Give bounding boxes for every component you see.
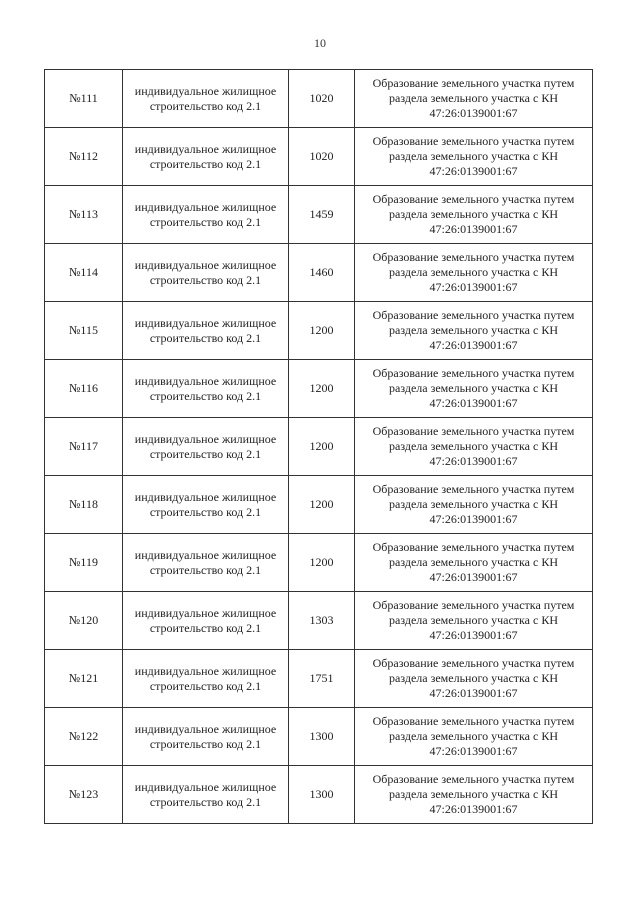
formation-method-text: 47:26:0139001:67 [429,454,518,468]
formation-method-text: Образование земельного участка путем [372,656,575,670]
table-row [45,70,593,128]
table-row [45,128,593,186]
plot-number-cell: №123 [45,766,123,824]
formation-method-text: раздела земельного участка с КН [389,265,558,279]
permitted-use-cell [123,592,289,650]
area-cell: 1751 [289,650,355,708]
area-cell: 1300 [289,708,355,766]
formation-method-text: 47:26:0139001:67 [429,802,518,816]
table-row [45,186,593,244]
table-row [45,766,593,824]
table-body [45,70,593,824]
permitted-use-text: индивидуальное жилищное [134,605,277,620]
formation-method-text: 47:26:0139001:67 [429,570,518,584]
permitted-use-text: строительство код 2.1 [149,794,262,809]
formation-method-text: Образование земельного участка путем [372,540,575,554]
permitted-use-cell [123,650,289,708]
formation-method-cell [355,128,593,186]
formation-method-text: раздела земельного участка с КН [389,381,558,395]
permitted-use-text: строительство код 2.1 [149,214,262,229]
plot-number-cell: №111 [45,70,123,128]
area-cell: 1020 [289,70,355,128]
permitted-use-cell [123,476,289,534]
plot-number-cell: №114 [45,244,123,302]
formation-method-cell [355,244,593,302]
plot-number-cell: №113 [45,186,123,244]
permitted-use-text: индивидуальное жилищное [134,199,277,214]
permitted-use-text: строительство код 2.1 [149,98,262,113]
permitted-use-text: индивидуальное жилищное [134,721,277,736]
formation-method-text: Образование земельного участка путем [372,424,575,438]
formation-method-text: раздела земельного участка с КН [389,497,558,511]
permitted-use-text: индивидуальное жилищное [134,779,277,794]
permitted-use-text: индивидуальное жилищное [134,315,277,330]
area-cell: 1303 [289,592,355,650]
formation-method-text: 47:26:0139001:67 [429,164,518,178]
permitted-use-cell [123,534,289,592]
formation-method-text: Образование земельного участка путем [372,192,575,206]
formation-method-cell [355,302,593,360]
table-row [45,360,593,418]
area-cell: 1459 [289,186,355,244]
formation-method-text: раздела земельного участка с КН [389,207,558,221]
page-number: 10 [314,36,326,50]
permitted-use-text: индивидуальное жилищное [134,373,277,388]
permitted-use-cell [123,708,289,766]
formation-method-cell [355,766,593,824]
formation-method-text: 47:26:0139001:67 [429,222,518,236]
formation-method-cell [355,708,593,766]
permitted-use-text: строительство код 2.1 [149,388,262,403]
permitted-use-text: индивидуальное жилищное [134,83,277,98]
formation-method-text: раздела земельного участка с КН [389,671,558,685]
permitted-use-text: индивидуальное жилищное [134,547,277,562]
permitted-use-text: строительство код 2.1 [149,272,262,287]
table-row [45,708,593,766]
formation-method-text: 47:26:0139001:67 [429,338,518,352]
formation-method-text: 47:26:0139001:67 [429,628,518,642]
permitted-use-cell [123,766,289,824]
area-cell: 1020 [289,128,355,186]
permitted-use-text: строительство код 2.1 [149,736,262,751]
formation-method-text: раздела земельного участка с КН [389,729,558,743]
plot-number-cell: №119 [45,534,123,592]
table-row [45,534,593,592]
permitted-use-text: строительство код 2.1 [149,504,262,519]
formation-method-text: 47:26:0139001:67 [429,744,518,758]
permitted-use-text: индивидуальное жилищное [134,431,277,446]
plot-number-cell: №122 [45,708,123,766]
permitted-use-cell [123,302,289,360]
formation-method-text: 47:26:0139001:67 [429,106,518,120]
plot-number-cell: №121 [45,650,123,708]
formation-method-text: Образование земельного участка путем [372,482,575,496]
plot-number-cell: №118 [45,476,123,534]
formation-method-text: Образование земельного участка путем [372,714,575,728]
permitted-use-cell [123,418,289,476]
formation-method-text: раздела земельного участка с КН [389,613,558,627]
formation-method-cell [355,534,593,592]
formation-method-text: Образование земельного участка путем [372,250,575,264]
permitted-use-text: индивидуальное жилищное [134,663,277,678]
formation-method-cell [355,650,593,708]
permitted-use-text: строительство код 2.1 [149,156,262,171]
formation-method-text: раздела земельного участка с КН [389,149,558,163]
formation-method-cell [355,592,593,650]
formation-method-cell [355,418,593,476]
plot-number-cell: №117 [45,418,123,476]
formation-method-text: Образование земельного участка путем [372,76,575,90]
formation-method-text: раздела земельного участка с КН [389,439,558,453]
permitted-use-cell [123,128,289,186]
formation-method-text: Образование земельного участка путем [372,308,575,322]
permitted-use-text: строительство код 2.1 [149,330,262,345]
area-cell: 1200 [289,418,355,476]
table-row [45,592,593,650]
permitted-use-cell [123,186,289,244]
permitted-use-text: индивидуальное жилищное [134,141,277,156]
area-cell: 1200 [289,302,355,360]
formation-method-cell [355,70,593,128]
formation-method-text: Образование земельного участка путем [372,598,575,612]
permitted-use-cell [123,70,289,128]
permitted-use-cell [123,360,289,418]
area-cell: 1200 [289,534,355,592]
permitted-use-cell [123,244,289,302]
permitted-use-text: строительство код 2.1 [149,678,262,693]
permitted-use-text: индивидуальное жилищное [134,489,277,504]
formation-method-text: Образование земельного участка путем [372,134,575,148]
formation-method-text: 47:26:0139001:67 [429,280,518,294]
formation-method-text: 47:26:0139001:67 [429,512,518,526]
formation-method-cell [355,186,593,244]
table-row [45,476,593,534]
plot-number-cell: №120 [45,592,123,650]
table-row [45,302,593,360]
formation-method-cell [355,360,593,418]
area-cell: 1200 [289,360,355,418]
table-row [45,418,593,476]
formation-method-cell [355,476,593,534]
formation-method-text: раздела земельного участка с КН [389,91,558,105]
area-cell: 1460 [289,244,355,302]
formation-method-text: раздела земельного участка с КН [389,555,558,569]
table-row [45,650,593,708]
area-cell: 1200 [289,476,355,534]
formation-method-text: 47:26:0139001:67 [429,396,518,410]
plot-number-cell: №116 [45,360,123,418]
formation-method-text: раздела земельного участка с КН [389,323,558,337]
permitted-use-text: строительство код 2.1 [149,620,262,635]
formation-method-text: Образование земельного участка путем [372,772,575,786]
land-plots-table [44,69,593,824]
formation-method-text: Образование земельного участка путем [372,366,575,380]
area-cell: 1300 [289,766,355,824]
table-row [45,244,593,302]
permitted-use-text: строительство код 2.1 [149,446,262,461]
permitted-use-text: строительство код 2.1 [149,562,262,577]
permitted-use-text: индивидуальное жилищное [134,257,277,272]
formation-method-text: 47:26:0139001:67 [429,686,518,700]
plot-number-cell: №112 [45,128,123,186]
formation-method-text: раздела земельного участка с КН [389,787,558,801]
plot-number-cell: №115 [45,302,123,360]
